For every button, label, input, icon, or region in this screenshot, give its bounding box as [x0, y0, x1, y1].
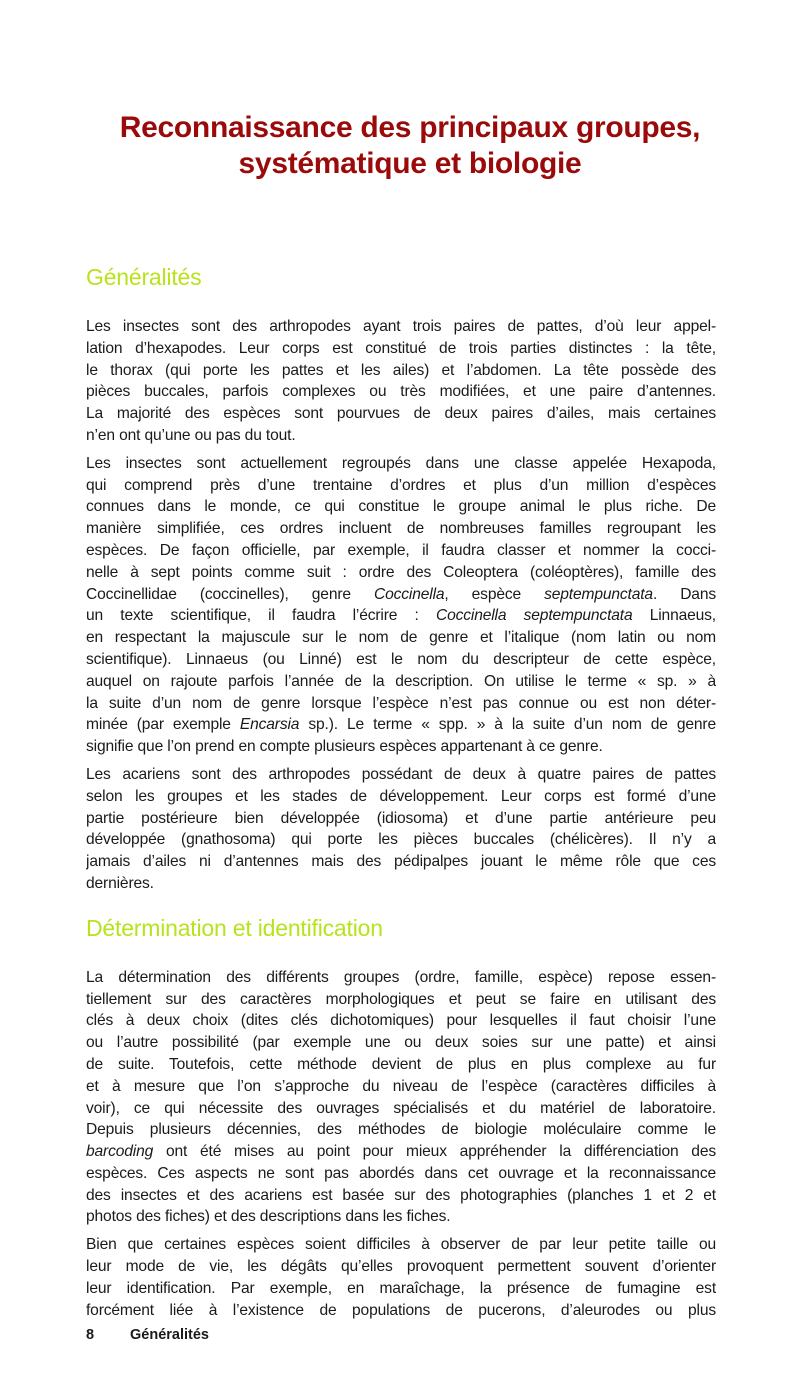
- text-segment: Bien que certaines espèces soient difficiles à observer de par leur petite taille ou: [86, 1236, 716, 1254]
- title-line: systématique et biologie: [238, 147, 582, 180]
- text-segment: la suite d’un nom de genre lorsque l’espèce n’est pas connue ou est non déter-: [86, 694, 716, 712]
- text-segment: des insectes et des acariens est basée sur des photographies (planches 1 et 2 et: [86, 1186, 716, 1204]
- text-segment: dernières.: [86, 874, 154, 892]
- paragraph: [86, 967, 716, 1229]
- text-line: [86, 403, 716, 425]
- text-line: [86, 693, 716, 715]
- text-segment: connues dans le monde, ce qui constitue le groupe animal le plus riche. De: [86, 498, 716, 516]
- text-segment: tiellement sur des caractères morphologiques et peut se faire en utilisant des: [86, 990, 716, 1008]
- text-segment: Depuis plusieurs décennies, des méthodes de biologie moléculaire comme le: [86, 1121, 716, 1139]
- text-segment: , espèce: [444, 585, 545, 603]
- text-line: [86, 338, 716, 360]
- text-segment: Linnaeus,: [632, 607, 716, 625]
- text-segment: pièces buccales, parfois complexes ou très modifiées, et une paire d’antennes.: [86, 383, 716, 401]
- text-line: [86, 1163, 716, 1185]
- text-segment: leur identification. Par exemple, en maraîchage, la présence de fumagine est: [86, 1279, 716, 1297]
- text-line: [86, 851, 716, 873]
- text-line: [86, 540, 716, 562]
- text-line: [86, 1206, 716, 1228]
- text-line: [86, 967, 716, 989]
- text-segment: jamais d’ailes ni d’antennes mais des pédipalpes jouant le même rôle que ces: [86, 853, 716, 871]
- text-line: [86, 475, 716, 497]
- text-line: [86, 453, 716, 475]
- page-number: 8: [86, 1327, 95, 1343]
- text-line: [86, 1010, 716, 1032]
- text-segment: de suite. Toutefois, cette méthode devient de plus en plus complexe au fur: [86, 1055, 716, 1073]
- text-line: [86, 786, 716, 808]
- text-segment: en respectant la majuscule sur le nom de genre et l’italique (nom latin ou nom: [86, 629, 716, 647]
- text-segment: auquel on rajoute parfois l’année de la description. On utilise le terme « sp. » à: [86, 672, 716, 690]
- text-segment: voir), ce qui nécessite des ouvrages spécialisés et du matériel de laboratoire.: [86, 1099, 716, 1117]
- text-segment: Les insectes sont des arthropodes ayant trois paires de pattes, d’où leur appel-: [86, 318, 716, 335]
- text-line: [86, 562, 716, 584]
- body-text: [86, 262, 716, 1327]
- text-segment: espèces. Ces aspects ne sont pas abordés dans cet ouvrage et la reconnaissance: [86, 1164, 716, 1182]
- text-segment: La détermination des différents groupes (ordre, famille, espèce) repose essen-: [86, 968, 716, 986]
- text-segment: qui comprend près d’une trentaine d’ordres et plus d’un million d’espèces: [86, 476, 716, 494]
- text-segment: manière simplifiée, ces ordres incluent de nombreuses familles regroupant les: [86, 520, 716, 538]
- text-line: [86, 649, 716, 671]
- text-line: [86, 1119, 716, 1141]
- italic-text: barcoding: [86, 1143, 154, 1161]
- text-segment: photos des fiches) et des descriptions dans les fiches.: [86, 1208, 451, 1226]
- text-line: [86, 425, 716, 447]
- text-segment: lation d’hexapodes. Leur corps est constitué de trois parties distinctes : la tête,: [86, 339, 716, 357]
- text-segment: ou l’autre possibilité (par exemple une ou deux soies sur une patte) et ainsi: [86, 1034, 716, 1052]
- text-line: [86, 627, 716, 649]
- title-line: Reconnaissance des principaux groupes,: [119, 111, 701, 144]
- text-segment: selon les groupes et les stades de développement. Leur corps est formé d’une: [86, 787, 716, 805]
- text-segment: Les insectes sont actuellement regroupés dans une classe appelée Hexapoda,: [86, 454, 716, 472]
- paragraph: [86, 316, 716, 447]
- text-segment: . Dans: [652, 585, 716, 603]
- text-line: [86, 764, 716, 786]
- section-heading-determination: Détermination et identification: [86, 914, 383, 941]
- text-line: [86, 360, 716, 382]
- text-segment: le thorax (qui porte les pattes et les ailes) et l’abdomen. La tête possède des: [86, 361, 716, 379]
- text-segment: un texte scientifique, il faudra l’écrire :: [86, 607, 436, 625]
- text-segment: scientifique). Linnaeus (ou Linné) est le nom du descripteur de cette espèce,: [86, 650, 716, 668]
- text-line: [86, 1278, 716, 1300]
- paragraph: [86, 1234, 716, 1321]
- text-line: [86, 989, 716, 1011]
- text-line: [86, 584, 716, 606]
- text-line: [86, 496, 716, 518]
- section-heading-generalites: Généralités: [86, 264, 202, 290]
- text-line: [86, 829, 716, 851]
- text-line: [86, 1256, 716, 1278]
- text-segment: nelle à sept points comme suit : ordre des Coleoptera (coléoptères), famille des: [86, 563, 716, 581]
- italic-text: Encarsia: [239, 716, 300, 734]
- text-line: [86, 1076, 716, 1098]
- text-line: [86, 1141, 716, 1163]
- text-segment: et à mesure que l’on s’approche du niveau de l’espèce (caractères difficiles à: [86, 1077, 716, 1095]
- text-line: [86, 1234, 716, 1256]
- text-line: [86, 381, 716, 403]
- text-line: [86, 671, 716, 693]
- italic-text: Coccinella: [373, 585, 445, 603]
- text-segment: Les acariens sont des arthropodes possédant de deux à quatre paires de pattes: [86, 765, 716, 783]
- text-line: [86, 518, 716, 540]
- paragraph: [86, 453, 716, 758]
- text-line: [86, 1032, 716, 1054]
- text-line: [86, 1054, 716, 1076]
- text-line: [86, 736, 716, 758]
- text-line: [86, 714, 716, 736]
- text-segment: espèces. De façon officielle, par exemple, il faudra classer et nommer la cocci-: [86, 541, 716, 559]
- paragraph: [86, 764, 716, 895]
- italic-text: septempunctata: [544, 585, 653, 603]
- text-segment: partie postérieure bien développée (idiosoma) et d’une partie antérieure peu: [86, 809, 716, 827]
- text-line: [86, 808, 716, 830]
- text-segment: clés à deux choix (dites clés dichotomiques) pour lesquelles il faut choisir l’une: [86, 1012, 716, 1030]
- page-title: [60, 110, 760, 182]
- text-segment: minée (par exemple: [86, 716, 240, 734]
- text-segment: leur mode de vie, les dégâts qu’elles provoquent permettent souvent d’orienter: [86, 1258, 716, 1276]
- text-segment: sp.). Le terme « spp. » à la suite d’un nom de genre: [299, 716, 716, 734]
- text-line: [86, 1098, 716, 1120]
- text-segment: n’en ont qu’une ou pas du tout.: [86, 426, 296, 444]
- text-segment: développée (gnathosoma) qui porte les pièces buccales (chélicères). Il n’y a: [86, 831, 716, 849]
- text-line: [86, 1185, 716, 1207]
- text-line: [86, 873, 716, 895]
- text-line: [86, 1300, 716, 1322]
- text-segment: ont été mises au point pour mieux appréhender la différenciation des: [153, 1143, 716, 1161]
- text-segment: signifie que l’on prend en compte plusieurs espèces appartenant à ce genre.: [86, 738, 603, 756]
- text-segment: Coccinellidae (coccinelles), genre: [86, 585, 374, 603]
- text-line: [86, 316, 716, 338]
- text-segment: La majorité des espèces sont pourvues de deux paires d’ailes, mais certaines: [86, 405, 716, 423]
- italic-text: Coccinella septempunctata: [435, 607, 633, 625]
- page-footer: [86, 1327, 209, 1343]
- text-segment: forcément liée à l’existence de populations de pucerons, d’aleurodes ou plus: [86, 1301, 716, 1319]
- text-line: [86, 605, 716, 627]
- running-title: Généralités: [130, 1327, 209, 1343]
